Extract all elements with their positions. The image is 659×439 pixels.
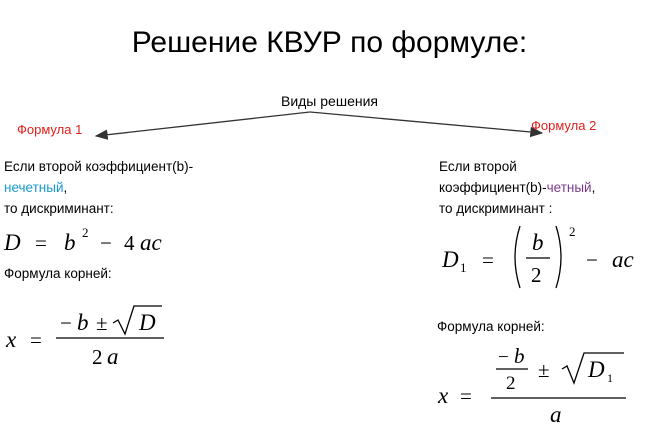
- exponent: 2: [569, 224, 576, 239]
- odd-word: нечетный: [4, 180, 64, 195]
- discriminant-formula-2: [440, 222, 650, 292]
- b-symbol: b: [532, 230, 544, 255]
- formula2-label: Формула 2: [531, 118, 597, 133]
- minus-sign: −: [100, 231, 112, 255]
- roots-formula-2: [436, 345, 646, 430]
- d-symbol: D: [139, 310, 156, 335]
- plus-minus-sign: ±: [538, 358, 550, 382]
- discriminant-formula-1: [2, 225, 202, 265]
- subscript-one: 1: [460, 260, 467, 275]
- formula1-cond-line1: Если второй коэффициент(b)-: [4, 159, 194, 174]
- comma: ,: [591, 180, 596, 195]
- equals-sign: =: [35, 231, 47, 255]
- arrow-right: [310, 112, 542, 133]
- even-word: четный: [546, 180, 592, 195]
- two: 2: [506, 373, 516, 394]
- minus-sign: −: [60, 311, 72, 335]
- formula2-cond-line1: Если второй: [439, 159, 517, 174]
- ac-symbol: ac: [140, 230, 162, 255]
- two: 2: [531, 263, 542, 287]
- roots-formula-1: [4, 300, 189, 375]
- left-paren: [515, 226, 520, 288]
- subscript-one: 1: [607, 371, 613, 385]
- formula2-condition: [439, 156, 595, 219]
- exponent: 2: [82, 225, 89, 240]
- equals-sign: =: [482, 248, 494, 272]
- a-symbol: a: [107, 344, 119, 369]
- two: 2: [92, 345, 103, 369]
- b-symbol: b: [64, 230, 76, 255]
- formula2-cond-line2: [439, 177, 595, 198]
- minus-sign: −: [586, 248, 598, 272]
- equals-sign: =: [460, 384, 472, 408]
- formula1-label: Формула 1: [17, 122, 83, 137]
- equals-sign: =: [30, 328, 42, 352]
- formula2-cond-line3: то дискриминант :: [439, 201, 553, 216]
- d-symbol: D: [4, 230, 21, 255]
- formula2-roots-label: Формула корней:: [437, 319, 545, 334]
- right-paren: [556, 226, 561, 288]
- formula1-cond-line2: [4, 177, 193, 198]
- arrow-left: [96, 112, 310, 136]
- b-symbol: b: [77, 310, 89, 335]
- formula1-roots-label: Формула корней:: [4, 266, 112, 281]
- formula1-cond-line3: то дискриминант:: [4, 201, 114, 216]
- ac-symbol: ac: [612, 247, 634, 272]
- x-symbol: x: [438, 383, 449, 408]
- comma: ,: [63, 180, 68, 195]
- x-symbol: x: [6, 327, 17, 352]
- page-title: Решение КВУР по формуле:: [131, 26, 528, 59]
- formula1-condition: [4, 156, 193, 219]
- d-symbol: D: [442, 247, 459, 272]
- minus-sign: −: [498, 347, 509, 368]
- subtitle: Виды решения: [280, 93, 378, 109]
- b-symbol: b: [514, 344, 525, 368]
- cond-text: коэффициент(b)-: [439, 180, 547, 195]
- d-symbol: D: [588, 357, 605, 382]
- four: 4: [124, 231, 135, 255]
- a-symbol: a: [550, 402, 562, 427]
- plus-minus-sign: ±: [96, 311, 108, 335]
